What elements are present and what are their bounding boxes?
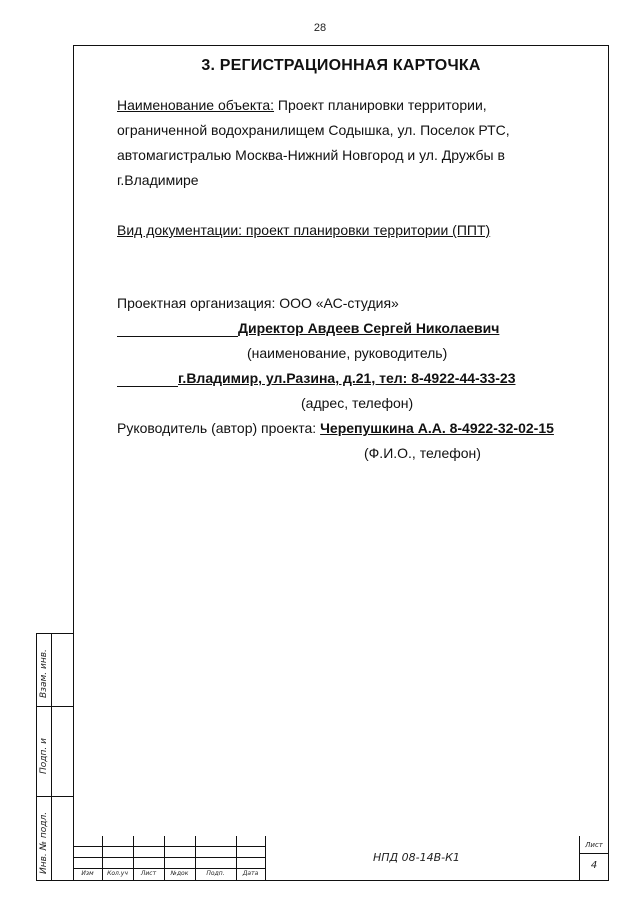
project-lead-line [117, 419, 554, 437]
stamp-col-signature: Подп. [206, 870, 225, 877]
page-number: 28 [313, 22, 327, 34]
sheet-label: Лист [585, 841, 603, 849]
project-lead-caption: (Ф.И.О., телефон) [364, 445, 481, 461]
stamp-col-change: Изм [81, 870, 94, 877]
object-line-4: г.Владимире [117, 172, 199, 188]
object-label: Наименование объекта: [117, 97, 275, 113]
project-lead-label: Руководитель (автор) проекта: [117, 420, 321, 436]
page-title: 3. РЕГИСТРАЦИОННАЯ КАРТОЧКА [201, 57, 481, 74]
doc-type-line [117, 221, 490, 239]
sheet-number: 4 [590, 860, 598, 871]
organization-director: Директор Авдеев Сергей Николаевич [238, 320, 500, 336]
doc-type-value: проект планировки территории (ППТ) [242, 222, 491, 238]
organization-address: г.Владимир, ул.Разина, д.21, тел: 8-4922-44-33-23 [178, 370, 516, 386]
address-underline [117, 386, 178, 387]
title-block [73, 836, 609, 881]
object-line-1 [117, 96, 487, 114]
stamp-col-date: Дата [242, 870, 259, 877]
stamp-col-sheet: Лист [140, 870, 157, 877]
side-stamp-divider [51, 634, 52, 880]
side-stamp [36, 633, 73, 881]
side-field-inventory: Инв. № подл. [39, 811, 49, 874]
director-underline [117, 336, 238, 337]
side-field-signature: Подп. и [39, 738, 49, 774]
document-code: НПД 08-14В-К1 [373, 851, 460, 864]
stamp-col-count: Кол.уч [107, 870, 128, 877]
organization-caption: (наименование, руководитель) [247, 345, 448, 361]
object-line-2: ограниченной водохранилищем Содышка, ул. Поселок РТС, [117, 122, 510, 138]
side-stamp-row [37, 706, 73, 707]
side-field-replacement: Взам. инв. [39, 649, 49, 698]
address-caption: (адрес, телефон) [301, 395, 414, 411]
object-line-3: автомагистралью Москва-Нижний Новгород и ул. Дружбы в [117, 147, 505, 163]
project-lead-value: Черепушкина А.А. 8-4922-32-02-15 [320, 420, 554, 436]
side-stamp-row [37, 796, 73, 797]
stamp-col-doc: №док [170, 870, 189, 877]
object-value-1: Проект планировки территории, [274, 97, 487, 113]
doc-type-label: Вид документации: [117, 222, 243, 238]
organization-label: Проектная организация: ООО «АС-студия» [117, 295, 399, 311]
